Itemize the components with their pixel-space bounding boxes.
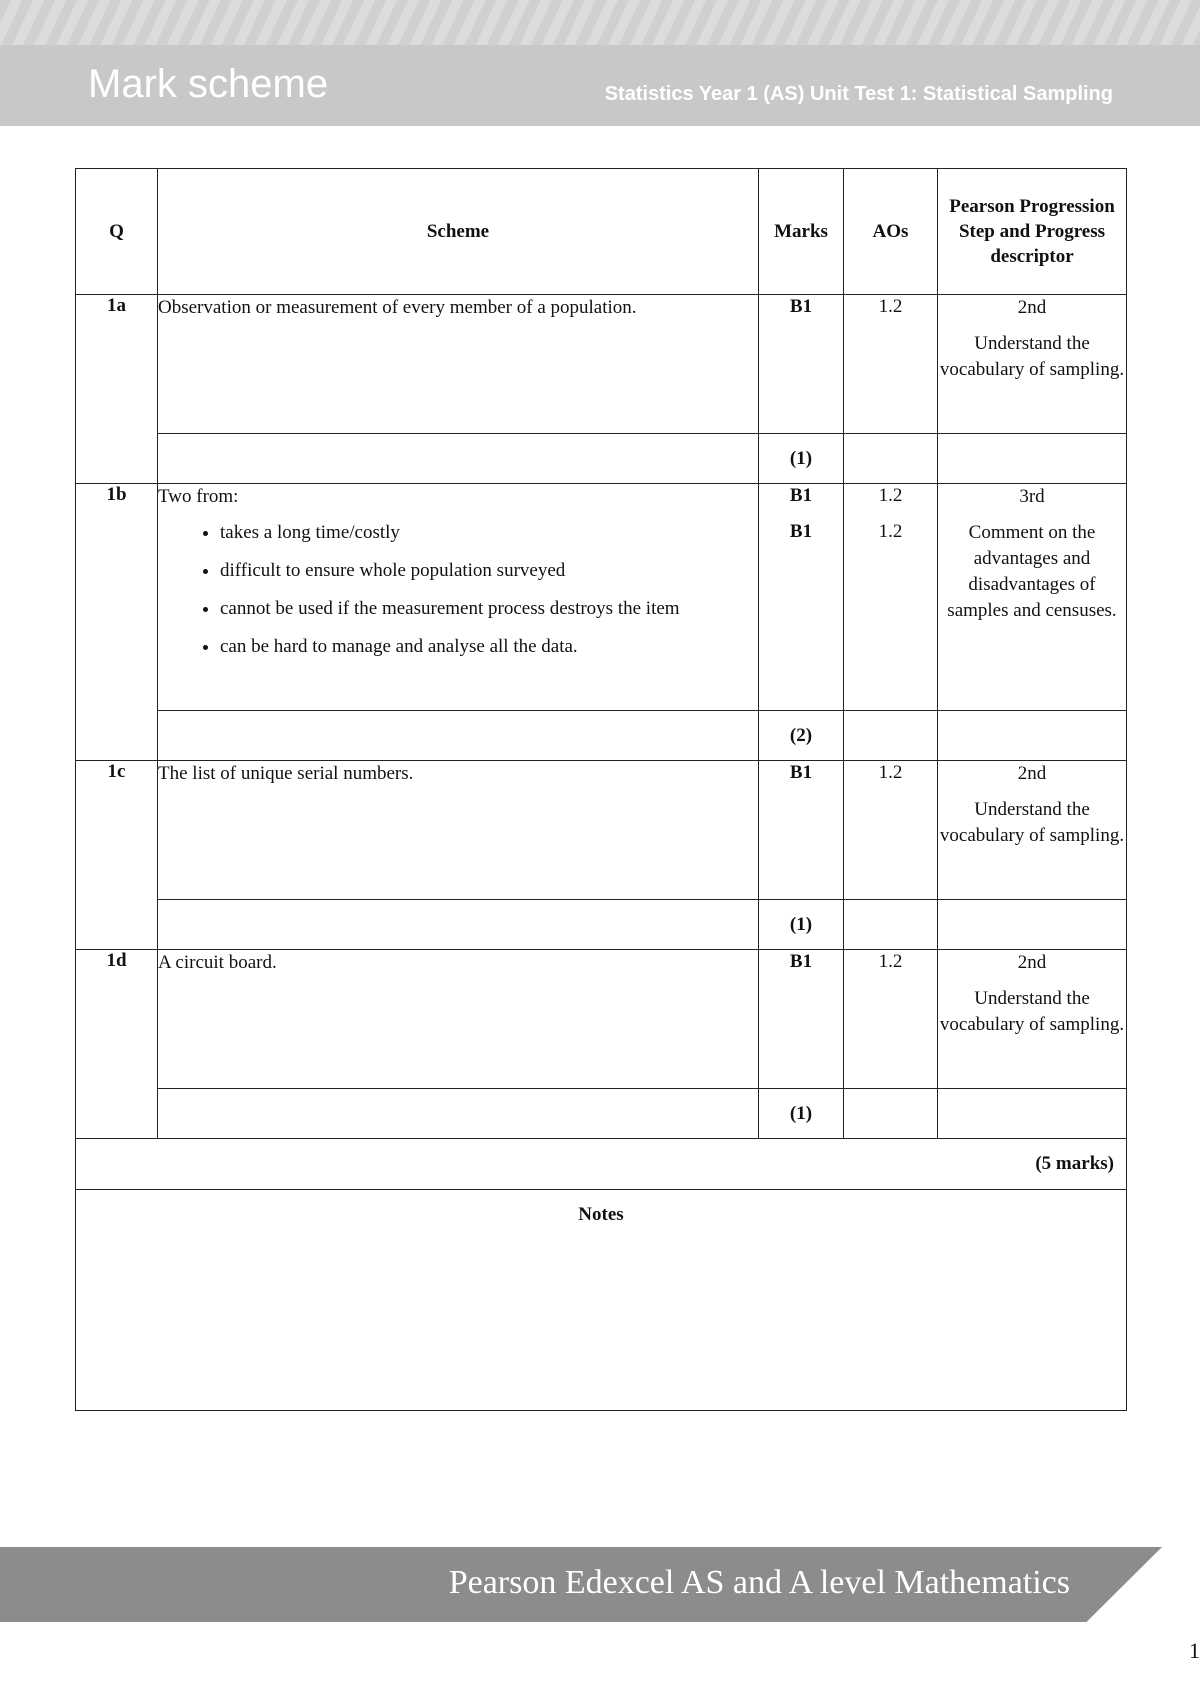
header-scheme: Scheme <box>158 169 759 295</box>
header-subtitle: Statistics Year 1 (AS) Unit Test 1: Statistical Sampling <box>604 83 1113 105</box>
scheme-text: The list of unique serial numbers. <box>158 761 759 900</box>
ao-code: 1.2 <box>844 761 938 900</box>
table-row <box>76 950 1127 1089</box>
table-row <box>76 761 1127 900</box>
notes-row <box>76 1190 1127 1411</box>
footer-title: Pearson Edexcel AS and A level Mathematics <box>448 1564 1070 1601</box>
list-item: • can be hard to manage and analyse all the data. <box>220 634 758 660</box>
total-row <box>76 1139 1127 1190</box>
scheme-bullet-list <box>158 520 758 660</box>
mark-code: B1 <box>789 521 813 542</box>
marks-cell <box>759 484 844 711</box>
progression-cell <box>938 484 1127 711</box>
header-aos: AOs <box>844 169 938 295</box>
page-number: 1 <box>1189 1638 1200 1663</box>
table-row <box>76 295 1127 434</box>
question-number: 1d <box>76 950 158 1139</box>
progression-step: 3rd <box>1019 486 1045 507</box>
empty-cell <box>938 900 1127 950</box>
mark-code: B1 <box>759 761 844 900</box>
empty-cell <box>844 1089 938 1139</box>
subtotal-marks: (1) <box>759 900 844 950</box>
mark-code: B1 <box>759 950 844 1089</box>
subtotal-row <box>76 1089 1127 1139</box>
question-number: 1b <box>76 484 158 761</box>
aos-cell <box>844 484 938 711</box>
progression-cell <box>938 761 1127 900</box>
mark-scheme-table <box>75 168 1127 1411</box>
empty-cell <box>844 900 938 950</box>
mark-code: B1 <box>759 295 844 434</box>
list-item: • difficult to ensure whole population surveyed <box>220 558 758 584</box>
question-number: 1c <box>76 761 158 950</box>
empty-cell <box>158 711 759 761</box>
subtotal-row <box>76 900 1127 950</box>
subtotal-marks: (1) <box>759 1089 844 1139</box>
subtotal-marks: (1) <box>759 434 844 484</box>
scheme-text: Observation or measurement of every member of a population. <box>158 295 759 434</box>
header-title: Mark scheme <box>88 62 329 106</box>
progression-descriptor: Comment on the advantages and disadvantages of samples and censuses. <box>947 522 1117 621</box>
scheme-cell <box>158 484 759 711</box>
list-item: • cannot be used if the measurement process destroys the item <box>220 596 758 622</box>
empty-cell <box>844 434 938 484</box>
subtotal-marks: (2) <box>759 711 844 761</box>
empty-cell <box>938 711 1127 761</box>
empty-cell <box>158 900 759 950</box>
progression-descriptor: Understand the vocabulary of sampling. <box>939 988 1125 1035</box>
question-number: 1a <box>76 295 158 484</box>
header-q: Q <box>76 169 158 295</box>
subtotal-row <box>76 711 1127 761</box>
progression-cell <box>938 295 1127 434</box>
ao-code: 1.2 <box>878 521 903 542</box>
notes-heading: Notes <box>76 1190 1127 1411</box>
empty-cell <box>158 1089 759 1139</box>
header-marks: Marks <box>759 169 844 295</box>
empty-cell <box>844 711 938 761</box>
ao-code: 1.2 <box>878 485 903 506</box>
progression-descriptor: Understand the vocabulary of sampling. <box>939 333 1125 380</box>
mark-code: B1 <box>789 485 813 506</box>
ao-code: 1.2 <box>844 295 938 434</box>
empty-cell <box>938 434 1127 484</box>
empty-cell <box>158 434 759 484</box>
progression-cell <box>938 950 1127 1089</box>
page-header <box>0 0 1200 126</box>
progression-step: 2nd <box>1017 763 1047 784</box>
header-pps: Pearson Progression Step and Progress descriptor <box>938 169 1127 295</box>
total-marks: (5 marks) <box>76 1139 1127 1190</box>
list-item: • takes a long time/costly <box>220 520 758 546</box>
progression-step: 2nd <box>1017 297 1047 318</box>
subtotal-row <box>76 434 1127 484</box>
ao-code: 1.2 <box>844 950 938 1089</box>
table-header-row <box>76 169 1127 295</box>
scheme-intro: Two from: <box>158 486 239 507</box>
empty-cell <box>938 1089 1127 1139</box>
table-row <box>76 484 1127 711</box>
progression-descriptor: Understand the vocabulary of sampling. <box>939 799 1125 846</box>
scheme-text: A circuit board. <box>158 950 759 1089</box>
progression-step: 2nd <box>1017 952 1047 973</box>
